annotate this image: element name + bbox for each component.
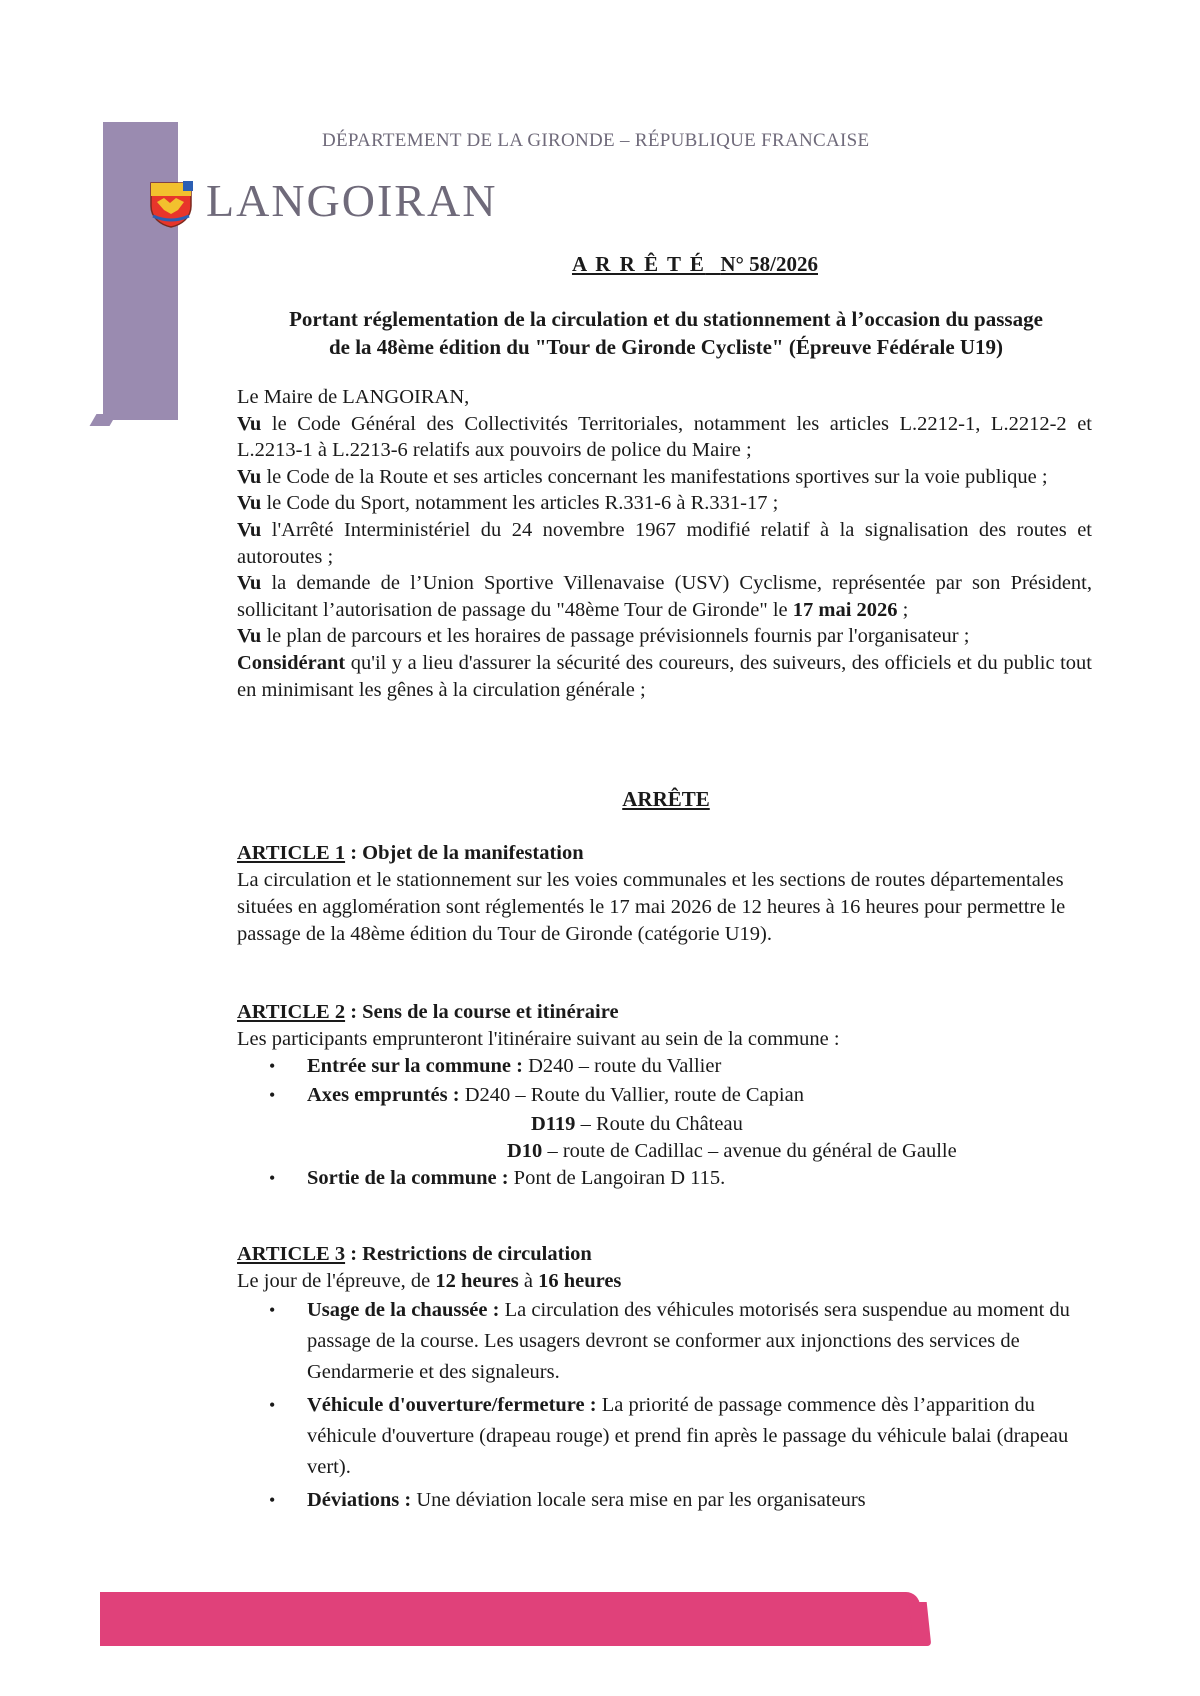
article-3-intro: Le jour de l'épreuve, de 12 heures à 16 heures: [237, 1270, 622, 1292]
restriction-chaussee: • Usage de la chaussée : La circulation des véhicules motorisés sera suspendue au moment du passage de la course. Les usagers devront se conformer aux injonctions des services de Gendarmerie et des signaleurs.: [267, 1295, 1092, 1388]
department-line: DÉPARTEMENT DE LA GIRONDE – RÉPUBLIQUE FRANCAISE: [322, 130, 870, 151]
letterhead-bottom-band: [100, 1592, 920, 1646]
route-list: [267, 1053, 1092, 1109]
considerants-block: [237, 384, 1092, 703]
restriction-deviations: • Déviations : Une déviation locale sera mise en par les organisateurs: [267, 1485, 1092, 1516]
vu-arrete-1967: Vu l'Arrêté Interministériel du 24 novembre 1967 modifié relatif à la signalisation des routes et autoroutes ;: [237, 518, 1092, 568]
article-1-body: La circulation et le stationnement sur les voies communales et les sections de routes départementales situées en agglomération sont réglementés le 17 mai 2026 de 12 heures à 16 heures pour permettre le passage de la 48ème édition du Tour de Gironde (catégorie U19).: [237, 869, 1066, 945]
town-name: LANGOIRAN: [206, 175, 498, 226]
article-2-intro: Les participants emprunteront l'itinéraire suivant au sein de la commune :: [237, 1028, 840, 1050]
article-3-heading: ARTICLE 3 : Restrictions de circulation: [237, 1243, 592, 1265]
route-exit-list: [267, 1165, 1092, 1192]
article-1-heading: ARTICLE 1 : Objet de la manifestation: [237, 842, 584, 864]
restriction-vehicules: • Véhicule d'ouverture/fermeture : La priorité de passage commence dès l’apparition du véhicule d'ouverture (drapeau rouge) et prend fin après le passage du véhicule balai (drapeau vert).: [267, 1390, 1092, 1483]
decree-number-heading: [0, 252, 1200, 277]
decree-subject: [236, 305, 1096, 361]
subject-line-2: de la 48ème édition du "Tour de Gironde Cycliste" (Épreuve Fédérale U19): [328, 335, 1004, 359]
route-axes-d119: D119 – Route du Château: [531, 1113, 743, 1135]
vu-demande-usv: Vu la demande de l’Union Sportive Villenavaise (USV) Cyclisme, représentée par son Président, sollicitant l’autorisation de passage du "48ème Tour de Gironde" le 17 mai 2026 ;: [237, 572, 1092, 621]
decree-number: N° 58/2026: [720, 252, 818, 276]
vu-code-sport: Vu le Code du Sport, notamment les articles R.331-6 à R.331-17 ;: [237, 492, 779, 515]
article-2: [237, 999, 1092, 1192]
subject-line-1: Portant réglementation de la circulation et du stationnement à l’occasion du passage: [289, 307, 1043, 331]
town-coat-of-arms-icon: [148, 180, 194, 228]
mayor-intro: Le Maire de LANGOIRAN,: [237, 386, 470, 408]
considerant: Considérant qu'il y a lieu d'assurer la sécurité des coureurs, des suiveurs, des officiels et du public tout en minimisant les gênes à la circulation générale ;: [237, 651, 1092, 701]
route-axes-d10: D10 – route de Cadillac – avenue du général de Gaulle: [507, 1140, 957, 1162]
route-entry: • Entrée sur la commune : D240 – route du Vallier: [267, 1053, 1092, 1080]
route-axes: • Axes empruntés : D240 – Route du Vallier, route de Capian: [267, 1082, 1092, 1109]
article-2-heading: ARTICLE 2 : Sens de la course et itinéraire: [237, 1001, 619, 1023]
vu-cgct: Vu le Code Général des Collectivités Territoriales, notamment les articles L.2212-1, L.2212-2 et L.2213-1 à L.2213-6 relatifs aux pouvoirs de police du Maire ;: [237, 412, 1092, 462]
decision-heading: ARRÊTE: [622, 787, 710, 811]
article-3: [237, 1241, 1092, 1518]
article-1: [237, 840, 1092, 948]
vu-code-route: Vu le Code de la Route et ses articles concernant les manifestations sportives sur la voie publique ;: [237, 465, 1048, 488]
decree-label: A R R Ê T É: [571, 252, 706, 276]
restrictions-list: [267, 1295, 1092, 1516]
route-exit: • Sortie de la commune : Pont de Langoiran D 115.: [267, 1165, 1092, 1192]
vu-plan-parcours: Vu le plan de parcours et les horaires de passage prévisionnels fournis par l'organisateur ;: [237, 625, 970, 648]
